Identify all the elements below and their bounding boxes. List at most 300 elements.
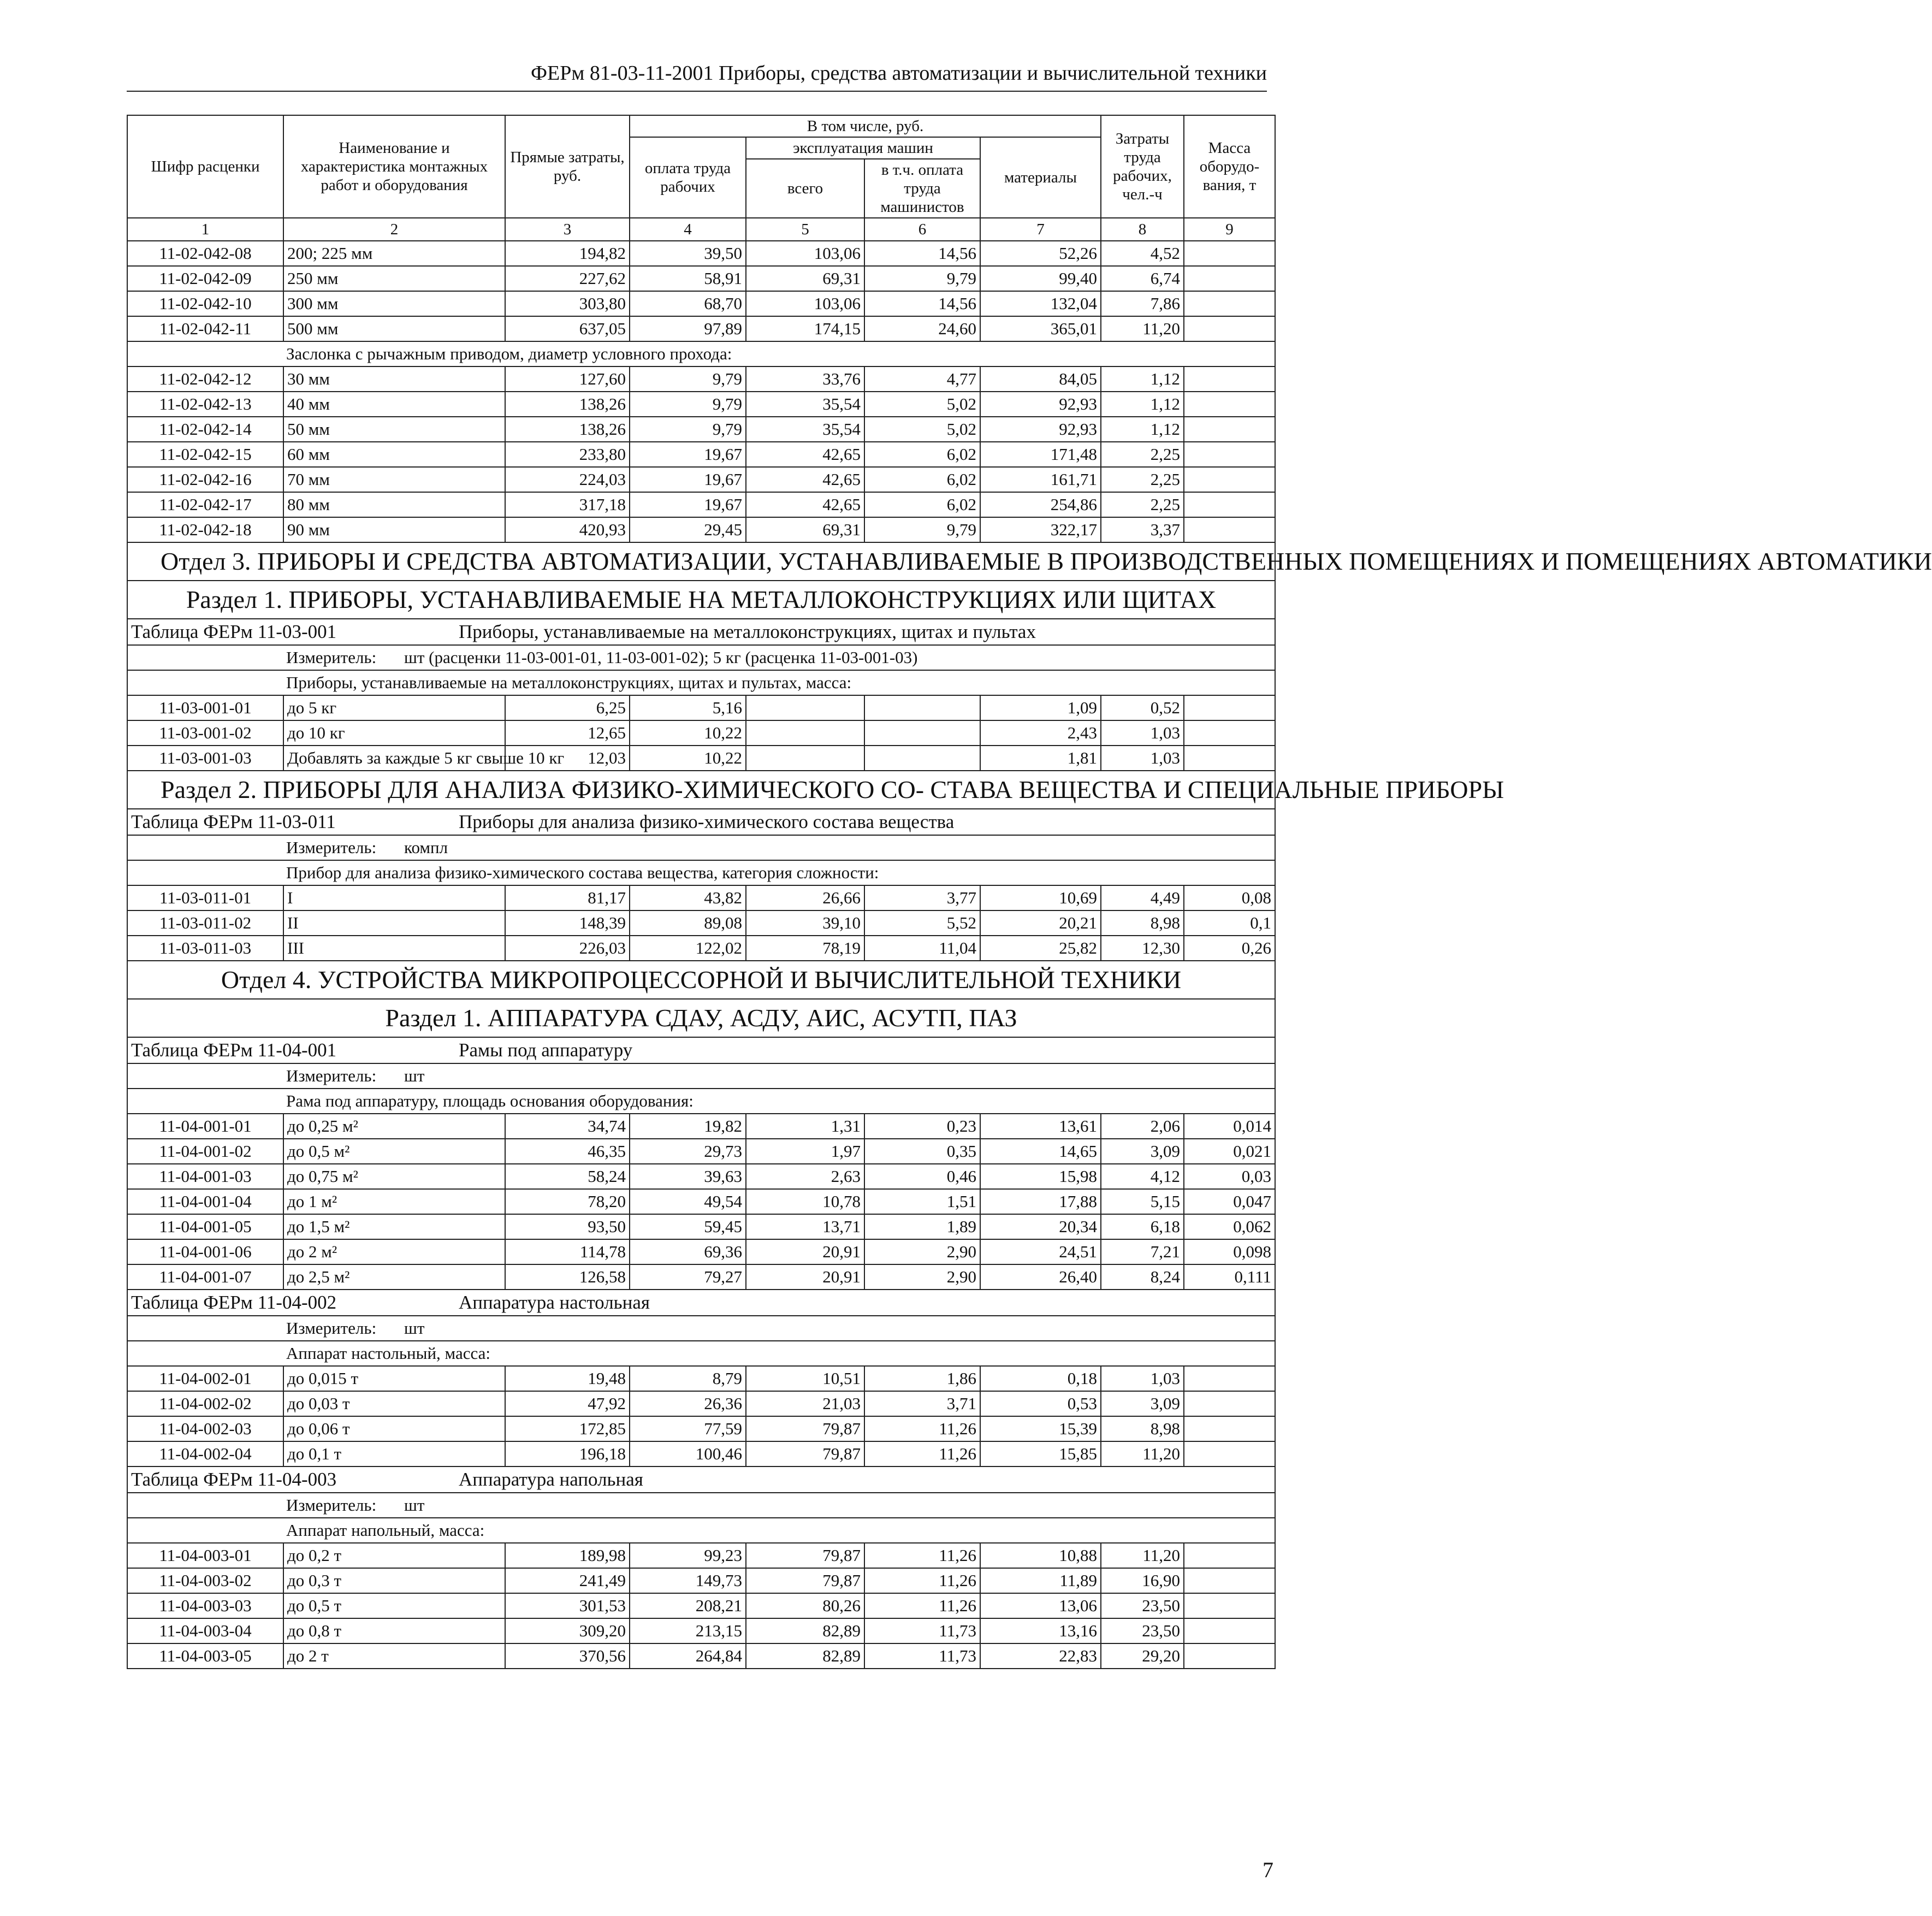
work-name: II: [283, 910, 505, 936]
value-cell: 637,05: [505, 316, 630, 341]
group-title: Аппарат напольный, масса:: [127, 1518, 1275, 1543]
table-row: [127, 1593, 1275, 1618]
work-name: до 0,03 т: [283, 1391, 505, 1416]
rate-code: 11-02-042-08: [127, 241, 283, 266]
rate-code: 11-03-011-01: [127, 885, 283, 910]
table-title-row: [127, 1466, 1275, 1493]
table-row: [127, 492, 1275, 517]
col-labor: оплата труда рабочих: [630, 137, 746, 218]
value-cell: 22,83: [980, 1643, 1101, 1669]
value-cell: 11,20: [1101, 1441, 1184, 1466]
value-cell: 26,40: [980, 1264, 1101, 1290]
value-cell: 6,02: [864, 442, 980, 467]
value-cell: 23,50: [1101, 1618, 1184, 1643]
measure-value: шт: [404, 1318, 425, 1338]
value-cell: 1,12: [1101, 366, 1184, 392]
rate-code: 11-03-001-01: [127, 695, 283, 720]
work-name: 40 мм: [283, 392, 505, 417]
value-cell: 420,93: [505, 517, 630, 542]
work-name: 70 мм: [283, 467, 505, 492]
value-cell: 1,89: [864, 1214, 980, 1239]
rate-code: 11-02-042-16: [127, 467, 283, 492]
value-cell: 43,82: [630, 885, 746, 910]
value-cell: 208,21: [630, 1593, 746, 1618]
value-cell: 6,02: [864, 492, 980, 517]
col-direct: Прямые затраты, руб.: [505, 115, 630, 218]
value-cell: 80,26: [746, 1593, 864, 1618]
value-cell: 42,65: [746, 492, 864, 517]
table-row: [127, 1264, 1275, 1290]
value-cell: [746, 720, 864, 746]
department-title-row: [127, 961, 1275, 999]
value-cell: 52,26: [980, 241, 1101, 266]
value-cell: [864, 720, 980, 746]
value-cell: 3,77: [864, 885, 980, 910]
value-cell: 11,73: [864, 1643, 980, 1669]
value-cell: 11,20: [1101, 316, 1184, 341]
value-cell: [1184, 1593, 1275, 1618]
department-title: Отдел 4. УСТРОЙСТВА МИКРОПРОЦЕССОРНОЙ И ВЫЧИСЛИТЕЛЬНОЙ ТЕХНИКИ: [127, 961, 1275, 999]
value-cell: 20,91: [746, 1264, 864, 1290]
value-cell: 264,84: [630, 1643, 746, 1669]
value-cell: 79,87: [746, 1441, 864, 1466]
value-cell: 84,05: [980, 366, 1101, 392]
value-cell: 0,46: [864, 1164, 980, 1189]
work-name: до 0,06 т: [283, 1416, 505, 1441]
table-title: [127, 1290, 1275, 1316]
rate-code: 11-02-042-18: [127, 517, 283, 542]
rate-code: 11-02-042-17: [127, 492, 283, 517]
value-cell: 35,54: [746, 392, 864, 417]
rate-code: 11-04-002-01: [127, 1366, 283, 1391]
value-cell: 122,02: [630, 936, 746, 961]
rate-code: 11-03-001-02: [127, 720, 283, 746]
value-cell: 0,53: [980, 1391, 1101, 1416]
value-cell: 10,88: [980, 1543, 1101, 1568]
value-cell: 303,80: [505, 291, 630, 316]
value-cell: 3,09: [1101, 1391, 1184, 1416]
value-cell: 11,04: [864, 936, 980, 961]
value-cell: 1,12: [1101, 417, 1184, 442]
group-title-row: [127, 860, 1275, 885]
value-cell: 59,45: [630, 1214, 746, 1239]
value-cell: 0,098: [1184, 1239, 1275, 1264]
value-cell: 5,02: [864, 417, 980, 442]
value-cell: 148,39: [505, 910, 630, 936]
value-cell: 0,52: [1101, 695, 1184, 720]
value-cell: 47,92: [505, 1391, 630, 1416]
value-cell: 21,03: [746, 1391, 864, 1416]
value-cell: 9,79: [630, 366, 746, 392]
value-cell: 77,59: [630, 1416, 746, 1441]
rate-code: 11-04-001-03: [127, 1164, 283, 1189]
value-cell: 138,26: [505, 417, 630, 442]
work-name: III: [283, 936, 505, 961]
value-cell: 79,27: [630, 1264, 746, 1290]
value-cell: 322,17: [980, 517, 1101, 542]
value-cell: 11,20: [1101, 1543, 1184, 1568]
value-cell: 82,89: [746, 1643, 864, 1669]
value-cell: 9,79: [864, 266, 980, 291]
value-cell: 26,66: [746, 885, 864, 910]
value-cell: 0,35: [864, 1139, 980, 1164]
value-cell: [746, 746, 864, 771]
work-name: до 0,75 м²: [283, 1164, 505, 1189]
value-cell: 0,111: [1184, 1264, 1275, 1290]
measure-value: шт: [404, 1066, 425, 1085]
value-cell: [1184, 417, 1275, 442]
value-cell: 1,03: [1101, 746, 1184, 771]
table-row: [127, 291, 1275, 316]
value-cell: 241,49: [505, 1568, 630, 1593]
value-cell: 13,16: [980, 1618, 1101, 1643]
rate-code: 11-04-002-03: [127, 1416, 283, 1441]
value-cell: 226,03: [505, 936, 630, 961]
value-cell: [1184, 442, 1275, 467]
value-cell: 79,87: [746, 1568, 864, 1593]
value-cell: 0,23: [864, 1114, 980, 1139]
value-cell: 196,18: [505, 1441, 630, 1466]
value-cell: 19,67: [630, 442, 746, 467]
value-cell: 11,26: [864, 1568, 980, 1593]
table-row: [127, 1441, 1275, 1466]
value-cell: 2,90: [864, 1239, 980, 1264]
value-cell: 97,89: [630, 316, 746, 341]
rate-code: 11-03-011-02: [127, 910, 283, 936]
value-cell: 12,65: [505, 720, 630, 746]
value-cell: 0,08: [1184, 885, 1275, 910]
value-cell: 0,1: [1184, 910, 1275, 936]
value-cell: 4,77: [864, 366, 980, 392]
measure-row: [127, 1063, 1275, 1089]
value-cell: 138,26: [505, 392, 630, 417]
group-title-row: [127, 341, 1275, 366]
work-name: 200; 225 мм: [283, 241, 505, 266]
value-cell: 24,60: [864, 316, 980, 341]
value-cell: 49,54: [630, 1189, 746, 1214]
table-row: [127, 936, 1275, 961]
value-cell: 46,35: [505, 1139, 630, 1164]
section-title: Раздел 1. ПРИБОРЫ, УСТАНАВЛИВАЕМЫЕ НА МЕТАЛЛОКОНСТРУКЦИЯХ ИЛИ ЩИТАХ: [127, 581, 1275, 619]
value-cell: 4,12: [1101, 1164, 1184, 1189]
value-cell: 93,50: [505, 1214, 630, 1239]
value-cell: 1,51: [864, 1189, 980, 1214]
value-cell: 33,76: [746, 366, 864, 392]
value-cell: 10,78: [746, 1189, 864, 1214]
value-cell: 26,36: [630, 1391, 746, 1416]
rate-code: 11-02-042-14: [127, 417, 283, 442]
work-name: до 0,8 т: [283, 1618, 505, 1643]
work-name: 500 мм: [283, 316, 505, 341]
measure: [127, 645, 1275, 670]
table-row: [127, 392, 1275, 417]
rate-code: 11-04-001-04: [127, 1189, 283, 1214]
value-cell: 14,56: [864, 291, 980, 316]
value-cell: 10,22: [630, 720, 746, 746]
rate-code: 11-02-042-09: [127, 266, 283, 291]
value-cell: 9,79: [630, 417, 746, 442]
value-cell: 79,87: [746, 1416, 864, 1441]
value-cell: 15,85: [980, 1441, 1101, 1466]
value-cell: 11,73: [864, 1618, 980, 1643]
value-cell: 2,25: [1101, 467, 1184, 492]
measure-label: Измеритель:: [286, 1318, 377, 1338]
work-name: до 0,25 м²: [283, 1114, 505, 1139]
table-row: [127, 1214, 1275, 1239]
group-title-row: [127, 670, 1275, 695]
value-cell: 39,10: [746, 910, 864, 936]
value-cell: 11,26: [864, 1593, 980, 1618]
work-name: 300 мм: [283, 291, 505, 316]
value-cell: 194,82: [505, 241, 630, 266]
value-cell: 3,09: [1101, 1139, 1184, 1164]
col-machines: эксплуатация машин: [746, 137, 980, 159]
value-cell: 23,50: [1101, 1593, 1184, 1618]
value-cell: 89,08: [630, 910, 746, 936]
value-cell: 79,87: [746, 1543, 864, 1568]
table-row: [127, 1139, 1275, 1164]
value-cell: [1184, 746, 1275, 771]
value-cell: 2,90: [864, 1264, 980, 1290]
measure-label: Измеритель:: [286, 1495, 377, 1515]
rate-code: 11-02-042-15: [127, 442, 283, 467]
value-cell: [1184, 1391, 1275, 1416]
value-cell: 1,97: [746, 1139, 864, 1164]
value-cell: 11,89: [980, 1568, 1101, 1593]
section-title-row: [127, 999, 1275, 1037]
work-name: Добавлять за каждые 5 кг свыше 10 кг: [283, 746, 505, 771]
table-row: [127, 910, 1275, 936]
table-title-row: [127, 809, 1275, 835]
value-cell: 161,71: [980, 467, 1101, 492]
rate-code: 11-04-001-06: [127, 1239, 283, 1264]
table-name: Приборы для анализа физико-химического состава вещества: [459, 811, 955, 832]
value-cell: 126,58: [505, 1264, 630, 1290]
value-cell: 149,73: [630, 1568, 746, 1593]
col-total: всего: [746, 159, 864, 218]
col-num: 3: [505, 218, 630, 241]
table-head: [127, 115, 1275, 241]
value-cell: 20,91: [746, 1239, 864, 1264]
table-row: [127, 1416, 1275, 1441]
group-title: Приборы, устанавливаемые на металлоконструкциях, щитах и пультах, масса:: [127, 670, 1275, 695]
table-row: [127, 366, 1275, 392]
table-row: [127, 885, 1275, 910]
value-cell: 78,19: [746, 936, 864, 961]
value-cell: 5,02: [864, 392, 980, 417]
work-name: до 5 кг: [283, 695, 505, 720]
rate-code: 11-04-002-04: [127, 1441, 283, 1466]
table-row: [127, 1189, 1275, 1214]
group-title: Прибор для анализа физико-химического состава вещества, категория сложности:: [127, 860, 1275, 885]
value-cell: 19,82: [630, 1114, 746, 1139]
table-title-row: [127, 619, 1275, 645]
value-cell: 7,86: [1101, 291, 1184, 316]
value-cell: 127,60: [505, 366, 630, 392]
group-title: Аппарат настольный, масса:: [127, 1341, 1275, 1366]
measure: [127, 1493, 1275, 1518]
rate-code: 11-04-001-05: [127, 1214, 283, 1239]
value-cell: 370,56: [505, 1643, 630, 1669]
value-cell: 11,26: [864, 1543, 980, 1568]
table-row: [127, 1643, 1275, 1669]
value-cell: 1,12: [1101, 392, 1184, 417]
rate-code: 11-04-003-04: [127, 1618, 283, 1643]
value-cell: 172,85: [505, 1416, 630, 1441]
value-cell: 1,09: [980, 695, 1101, 720]
rate-code: 11-04-003-02: [127, 1568, 283, 1593]
work-name: 90 мм: [283, 517, 505, 542]
value-cell: 213,15: [630, 1618, 746, 1643]
col-materials: материалы: [980, 137, 1101, 218]
value-cell: 29,20: [1101, 1643, 1184, 1669]
page-number: 7: [1263, 1858, 1273, 1882]
col-mass: Масса оборудо- вания, т: [1184, 115, 1275, 218]
work-name: до 1 м²: [283, 1189, 505, 1214]
rate-code: 11-04-003-05: [127, 1643, 283, 1669]
value-cell: 174,15: [746, 316, 864, 341]
value-cell: [1184, 517, 1275, 542]
work-name: 50 мм: [283, 417, 505, 442]
value-cell: 1,81: [980, 746, 1101, 771]
value-cell: 35,54: [746, 417, 864, 442]
value-cell: 2,63: [746, 1164, 864, 1189]
measure-row: [127, 1316, 1275, 1341]
table-row: [127, 695, 1275, 720]
value-cell: 103,06: [746, 241, 864, 266]
value-cell: 0,014: [1184, 1114, 1275, 1139]
header-title: ФЕРм 81-03-11-2001 Приборы, средства автоматизации и вычислительной техники: [531, 62, 1267, 85]
value-cell: 254,86: [980, 492, 1101, 517]
value-cell: 227,62: [505, 266, 630, 291]
value-cell: 15,98: [980, 1164, 1101, 1189]
value-cell: 81,17: [505, 885, 630, 910]
value-cell: 16,90: [1101, 1568, 1184, 1593]
value-cell: [1184, 720, 1275, 746]
value-cell: 317,18: [505, 492, 630, 517]
table-row: [127, 266, 1275, 291]
table-row: [127, 1239, 1275, 1264]
work-name: до 0,1 т: [283, 1441, 505, 1466]
value-cell: 58,24: [505, 1164, 630, 1189]
col-num: 7: [980, 218, 1101, 241]
value-cell: [1184, 366, 1275, 392]
work-name: до 10 кг: [283, 720, 505, 746]
value-cell: 42,65: [746, 467, 864, 492]
table-label: Таблица ФЕРм 11-03-011: [131, 811, 336, 832]
work-name: до 2 м²: [283, 1239, 505, 1264]
group-title-row: [127, 1089, 1275, 1114]
work-name: 250 мм: [283, 266, 505, 291]
section-title: Раздел 1. АППАРАТУРА СДАУ, АСДУ, АИС, АСУТП, ПАЗ: [127, 999, 1275, 1037]
value-cell: 8,24: [1101, 1264, 1184, 1290]
work-name: до 0,2 т: [283, 1543, 505, 1568]
value-cell: [1184, 695, 1275, 720]
value-cell: 301,53: [505, 1593, 630, 1618]
value-cell: 11,26: [864, 1416, 980, 1441]
work-name: до 0,015 т: [283, 1366, 505, 1391]
table-title: [127, 809, 1275, 835]
value-cell: 42,65: [746, 442, 864, 467]
value-cell: [1184, 1416, 1275, 1441]
table-label: Таблица ФЕРм 11-03-001: [131, 621, 337, 642]
table-name: Рамы под аппаратуру: [459, 1039, 633, 1061]
value-cell: 9,79: [864, 517, 980, 542]
col-num: 6: [864, 218, 980, 241]
rate-code: 11-03-001-03: [127, 746, 283, 771]
section-title-row: [127, 581, 1275, 619]
work-name: до 0,3 т: [283, 1568, 505, 1593]
measure-label: Измеритель:: [286, 838, 377, 857]
group-title-row: [127, 1341, 1275, 1366]
rate-code: 11-04-001-01: [127, 1114, 283, 1139]
section-title: Раздел 2. ПРИБОРЫ ДЛЯ АНАЛИЗА ФИЗИКО-ХИМИЧЕСКОГО СО- СТАВА ВЕЩЕСТВА И СПЕЦИАЛЬНЫЕ ПРИБОРЫ: [127, 771, 1275, 809]
value-cell: [1184, 291, 1275, 316]
table-row: [127, 1164, 1275, 1189]
col-num: 9: [1184, 218, 1275, 241]
value-cell: 12,03: [505, 746, 630, 771]
group-title: Заслонка с рычажным приводом, диаметр условного прохода:: [127, 341, 1275, 366]
value-cell: 12,30: [1101, 936, 1184, 961]
department-title-row: [127, 542, 1275, 581]
rate-code: 11-04-001-07: [127, 1264, 283, 1290]
value-cell: 25,82: [980, 936, 1101, 961]
value-cell: 13,71: [746, 1214, 864, 1239]
value-cell: 29,45: [630, 517, 746, 542]
value-cell: 68,70: [630, 291, 746, 316]
value-cell: 1,03: [1101, 1366, 1184, 1391]
table-row: [127, 1618, 1275, 1643]
value-cell: 0,26: [1184, 936, 1275, 961]
table-row: [127, 467, 1275, 492]
value-cell: 14,56: [864, 241, 980, 266]
table-row: [127, 442, 1275, 467]
value-cell: 13,06: [980, 1593, 1101, 1618]
col-num: 2: [283, 218, 505, 241]
table-body: [127, 241, 1932, 1669]
work-name: до 2,5 м²: [283, 1264, 505, 1290]
value-cell: 78,20: [505, 1189, 630, 1214]
measure-row: [127, 835, 1275, 860]
table-label: Таблица ФЕРм 11-04-001: [131, 1039, 337, 1061]
value-cell: 0,18: [980, 1366, 1101, 1391]
value-cell: 7,21: [1101, 1239, 1184, 1264]
department-title: Отдел 3. ПРИБОРЫ И СРЕДСТВА АВТОМАТИЗАЦИИ, УСТАНАВЛИВАЕМЫЕ В ПРОИЗВОДСТВЕННЫХ ПОМЕЩЕНИЯХ И ПОМЕЩЕНИЯХ АВТОМАТИКИ: [127, 542, 1275, 581]
table-title: [127, 1037, 1275, 1063]
value-cell: [1184, 1543, 1275, 1568]
value-cell: 5,52: [864, 910, 980, 936]
value-cell: 6,25: [505, 695, 630, 720]
value-cell: 5,15: [1101, 1189, 1184, 1214]
value-cell: 20,21: [980, 910, 1101, 936]
value-cell: 14,65: [980, 1139, 1101, 1164]
value-cell: [864, 746, 980, 771]
value-cell: [746, 695, 864, 720]
value-cell: 2,25: [1101, 492, 1184, 517]
value-cell: 8,98: [1101, 1416, 1184, 1441]
measure: [127, 835, 1275, 860]
value-cell: 39,50: [630, 241, 746, 266]
work-name: I: [283, 885, 505, 910]
col-incl-labor: в т.ч. оплата труда машинистов: [864, 159, 980, 218]
value-cell: [1184, 316, 1275, 341]
value-cell: 99,40: [980, 266, 1101, 291]
value-cell: 69,31: [746, 517, 864, 542]
value-cell: 3,37: [1101, 517, 1184, 542]
column-numbers: [127, 218, 1275, 241]
section-title-row: [127, 771, 1275, 809]
table-name: Аппаратура настольная: [459, 1292, 650, 1313]
